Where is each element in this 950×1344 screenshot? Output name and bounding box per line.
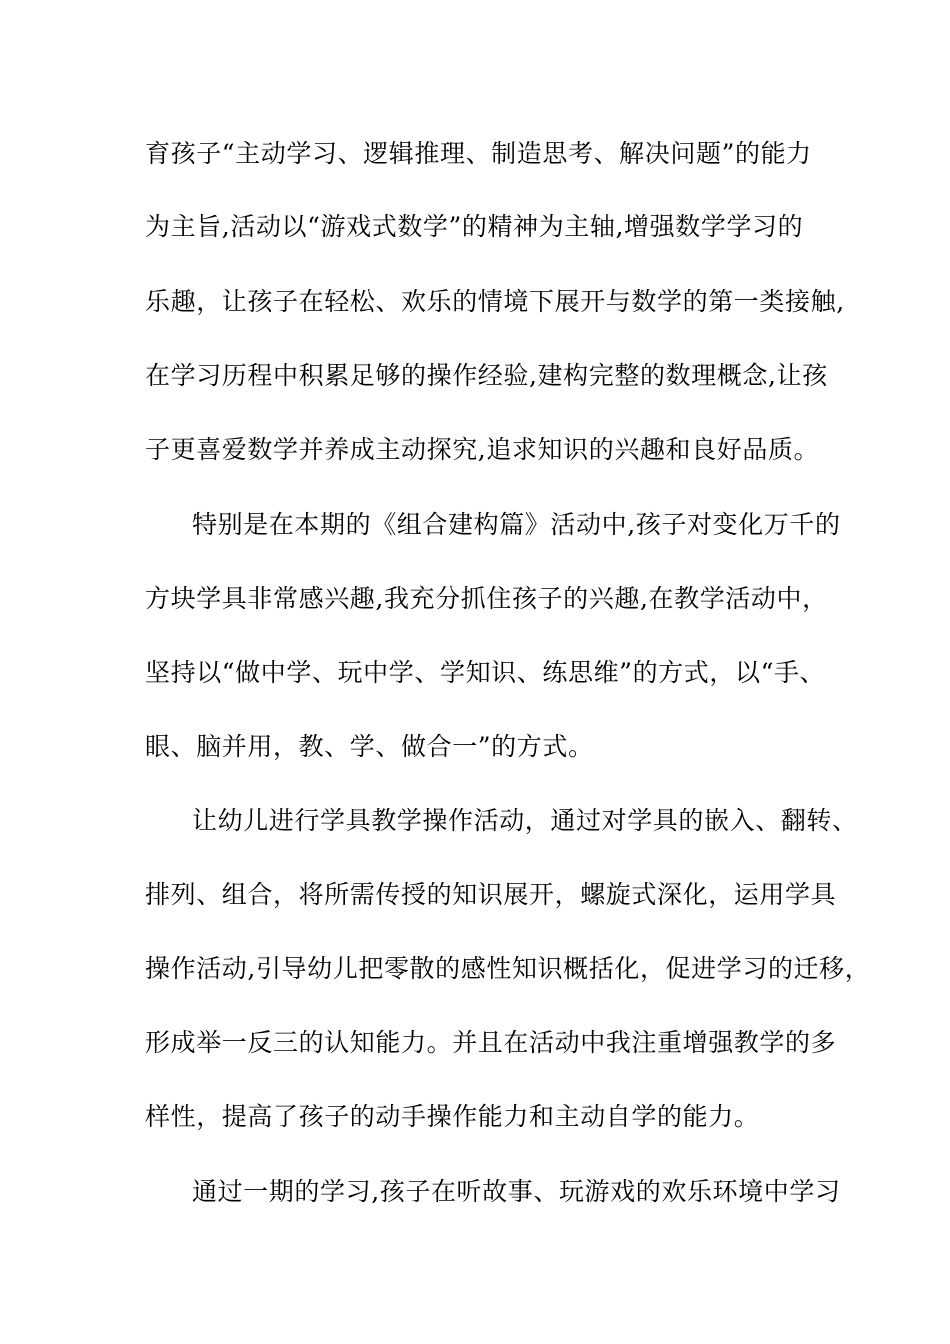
paragraph-line: 形成举一反三的认知能力。并且在活动中我注重增强教学的多	[145, 1028, 837, 1057]
paragraph-line: 乐趣，让孩子在轻松、欢乐的情境下展开与数学的第一类接触,	[145, 287, 845, 316]
paragraph-line: 在学习历程中积累足够的操作经验,建构完整的数理概念,让孩	[145, 361, 828, 390]
paragraph-line: 让幼儿进行学具教学操作活动，通过对学具的嵌入、翻转、	[192, 806, 858, 835]
paragraph-line: 坚持以“做中学、玩中学、学知识、练思维”的方式，以“手、	[145, 658, 826, 687]
paragraph-line: 操作活动,引导幼儿把零散的感性知识概括化，促进学习的迁移，	[145, 954, 871, 983]
paragraph-line: 为主旨,活动以“游戏式数学”的精神为主轴,增强数学学习的	[145, 212, 804, 241]
paragraph-line: 育孩子“主动学习、逻辑推理、制造思考、解决问题”的能力	[145, 139, 812, 168]
paragraph-line: 排列、组合，将所需传授的知识展开，螺旋式深化，运用学具	[145, 880, 837, 909]
paragraph-line: 特别是在本期的《组合建构篇》活动中,孩子对变化万千的	[192, 510, 841, 539]
paragraph-line: 子更喜爱数学并养成主动探究,追求知识的兴趣和良好品质。	[145, 435, 820, 464]
paragraph-line: 眼、脑并用，教、学、做合一”的方式。	[145, 732, 594, 761]
paragraph-line: 通过一期的学习,孩子在听故事、玩游戏的欢乐环境中学习	[192, 1177, 841, 1206]
paragraph-line: 样性，提高了孩子的动手操作能力和主动自学的能力。	[145, 1102, 760, 1131]
paragraph-line: 方块学具非常感兴趣,我充分抓住孩子的兴趣,在教学活动中，	[145, 584, 828, 613]
